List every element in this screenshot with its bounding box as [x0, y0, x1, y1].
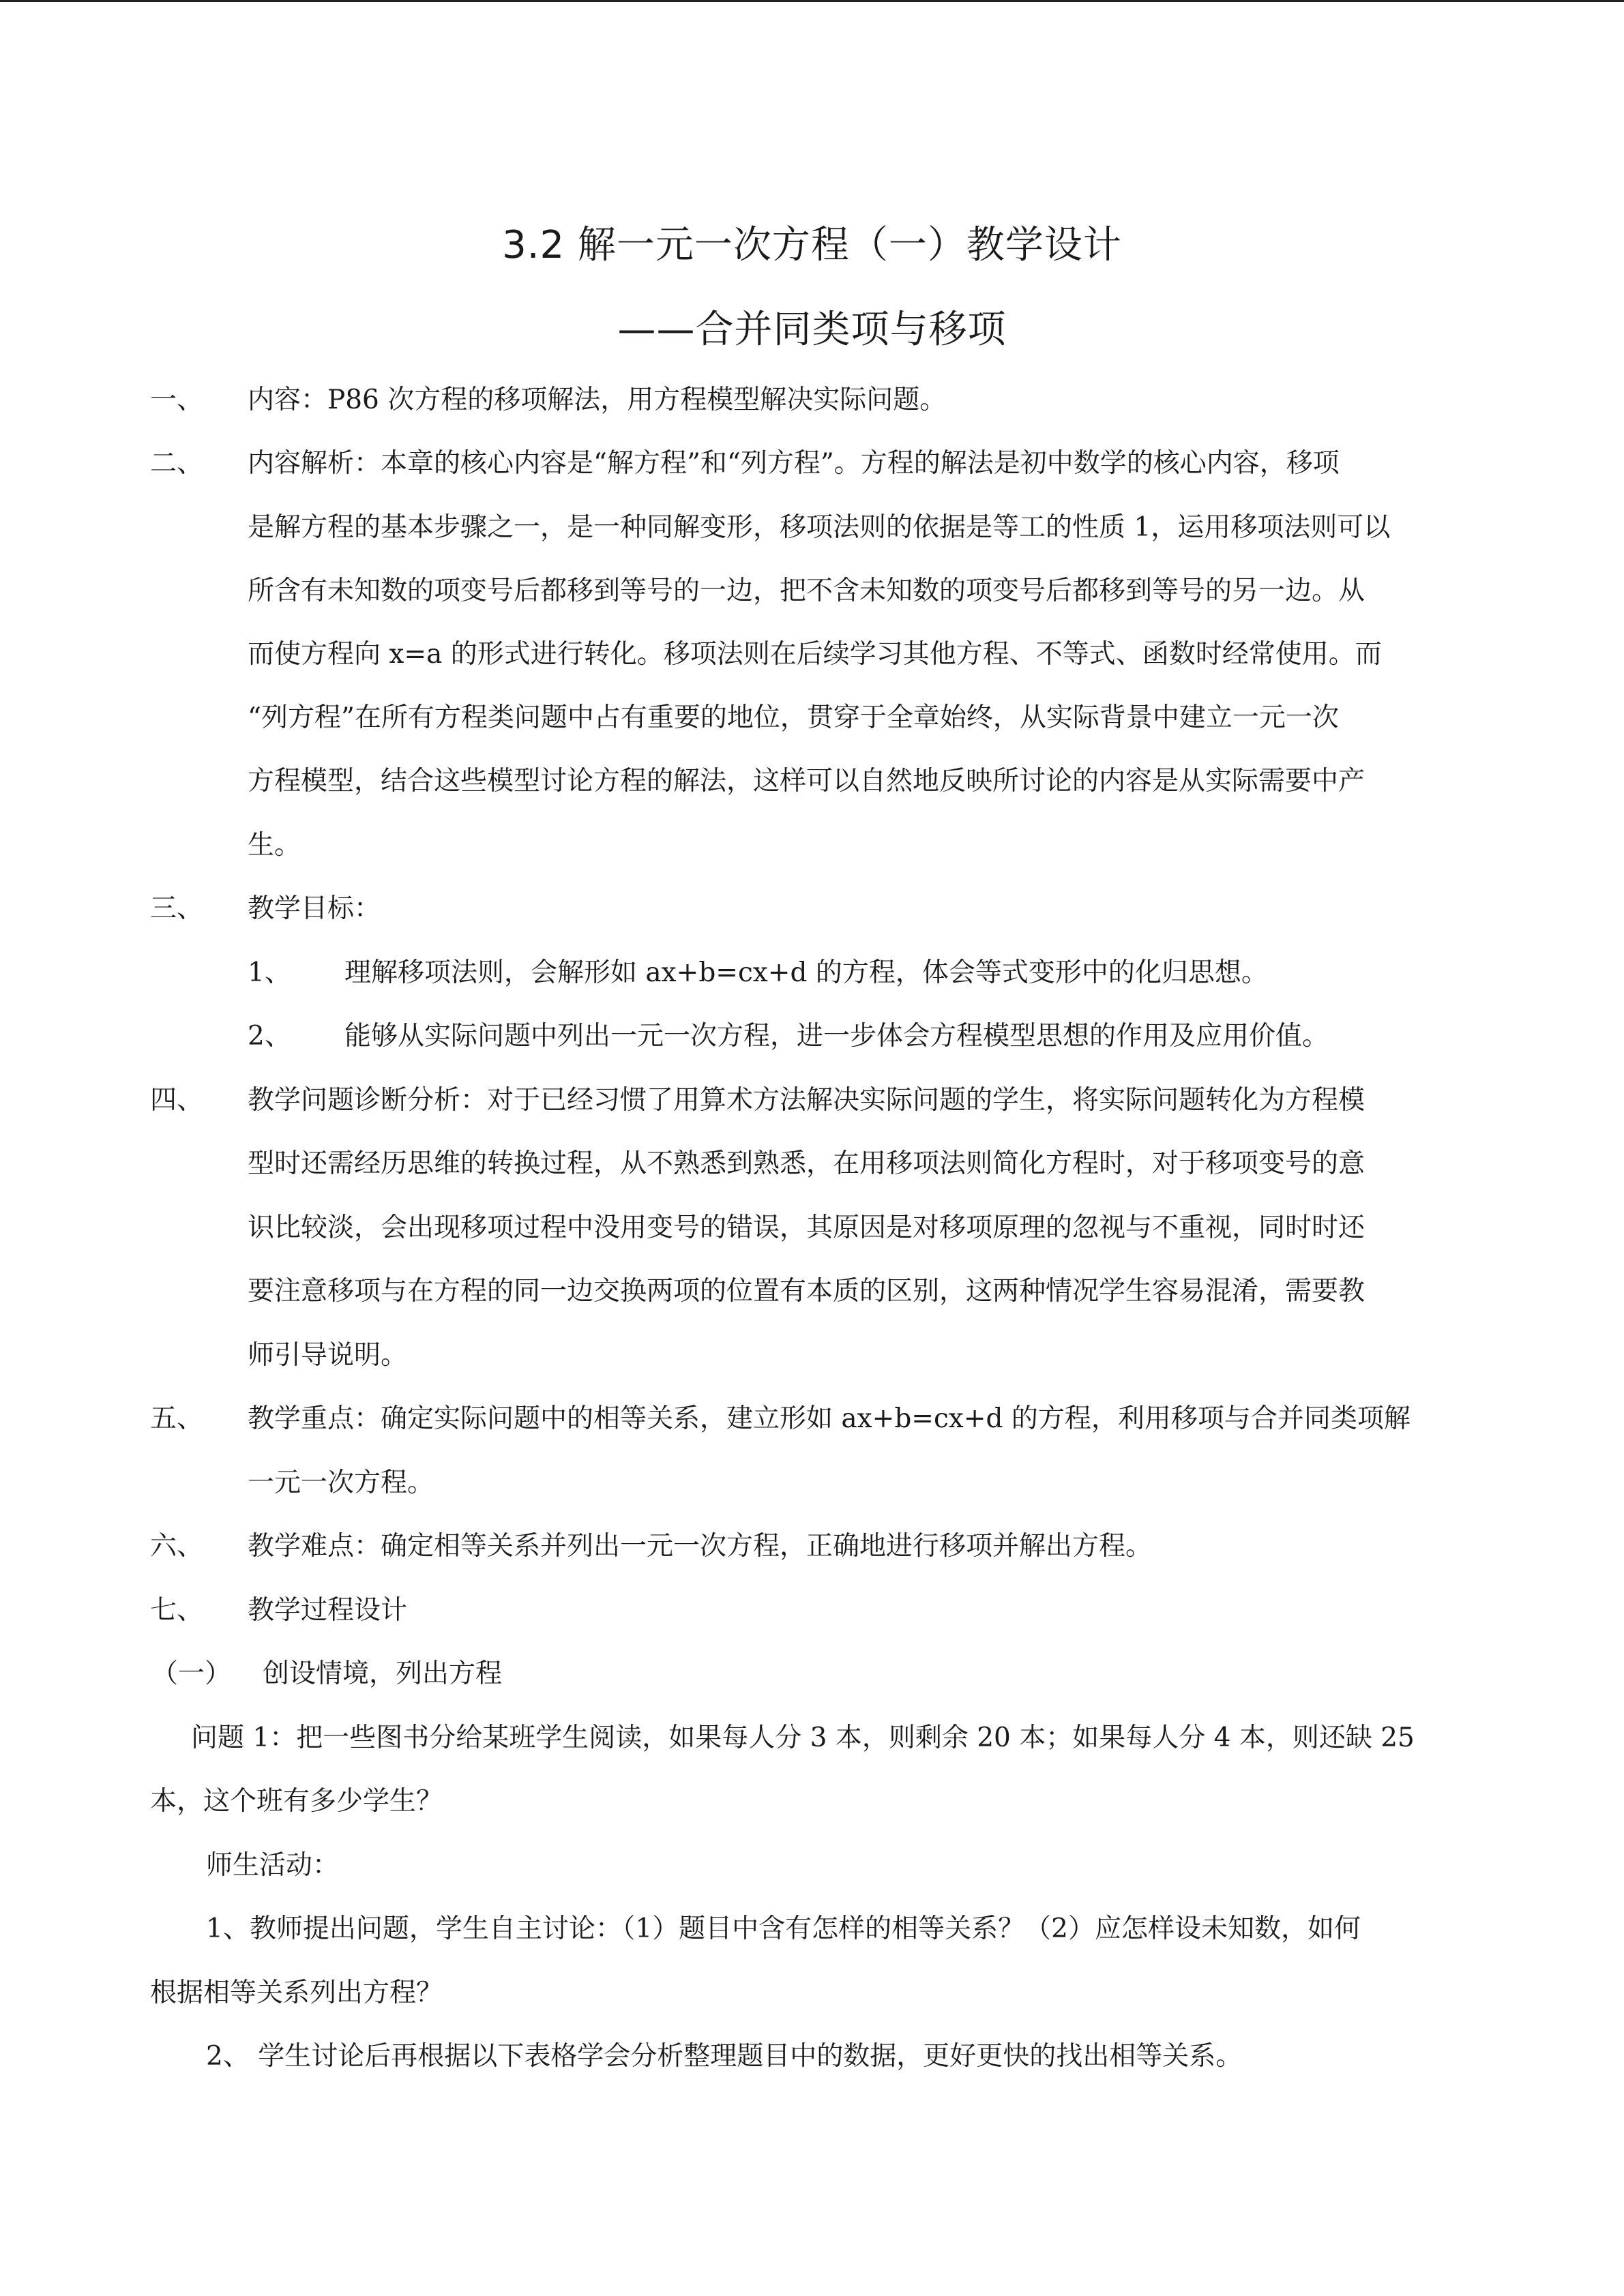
section-text: 方程模型，结合这些模型讨论方程的解法，这样可以自然地反映所讨论的内容是从实际需要中产 [248, 766, 1365, 796]
section-text: 而使方程向 x=a 的形式进行转化。移项法则在后续学习其他方程、不等式、函数时经常使用。而 [248, 639, 1382, 670]
section-text: 教学过程设计 [248, 1595, 408, 1626]
list-item-number: 2、 [248, 1021, 291, 1052]
activity-text: 1、教师提出问题，学生自主讨论：（1）题目中含有怎样的相等关系？（2）应怎样设未知数，如何 [206, 1913, 1361, 1944]
problem-text: 问题 1：把一些图书分给某班学生阅读，如果每人分 3 本，则剩余 20 本；如果每人分 4 本，则还缺 25 [191, 1723, 1415, 1753]
section-text: 型时还需经历思维的转换过程，从不熟悉到熟悉，在用移项法则简化方程时，对于移项变号的意 [248, 1148, 1365, 1179]
activity-text: 根据相等关系列出方程？ [150, 1978, 443, 2008]
problem-text: 本，这个班有多少学生？ [150, 1786, 443, 1817]
list-item-text: 理解移项法则，会解形如 ax+b=cx+d 的方程，体会等式变形中的化归思想。 [344, 957, 1268, 988]
list-item-text: 能够从实际问题中列出一元一次方程，进一步体会方程模型思想的作用及应用价值。 [344, 1021, 1329, 1052]
section-text: 是解方程的基本步骤之一，是一种同解变形，移项法则的依据是等工的性质 1，运用移项法则可以 [248, 512, 1391, 543]
section-number: 一、 [150, 385, 204, 415]
subsection-title: 创设情境，列出方程 [263, 1658, 503, 1689]
section-number: 二、 [150, 448, 204, 479]
section-text: 内容解析：本章的核心内容是“解方程”和“列方程”。方程的解法是初中数学的核心内容，移项 [248, 448, 1340, 479]
section-text: 教学重点：确定实际问题中的相等关系，建立形如 ax+b=cx+d 的方程，利用移项与合并同类项解 [248, 1403, 1411, 1434]
section-text: “列方程”在所有方程类问题中占有重要的地位，贯穿于全章始终，从实际背景中建立一元一次 [248, 702, 1339, 733]
document-subtitle: ——合并同类项与移项 [617, 308, 1007, 352]
section-text: 师引导说明。 [248, 1340, 408, 1371]
section-number: 四、 [150, 1085, 204, 1116]
section-number: 七、 [150, 1595, 204, 1626]
section-number: 六、 [150, 1531, 204, 1562]
section-text: 一元一次方程。 [248, 1467, 434, 1498]
activity-text: 2、 学生讨论后再根据以下表格学会分析整理题目中的数据，更好更快的找出相等关系。 [206, 2041, 1243, 2072]
activity-label: 师生活动： [206, 1850, 340, 1881]
list-item-number: 1、 [248, 957, 291, 988]
document-title: 3.2 解一元一次方程（一）教学设计 [502, 223, 1122, 267]
section-number: 三、 [150, 893, 204, 924]
section-text: 教学目标： [248, 893, 381, 924]
section-number: 五、 [150, 1403, 204, 1434]
section-text: 内容：P86 次方程的移项解法，用方程模型解决实际问题。 [248, 385, 947, 415]
section-text: 识比较淡，会出现移项过程中没用变号的错误，其原因是对移项原理的忽视与不重视，同时时还 [248, 1212, 1365, 1243]
section-text: 教学问题诊断分析：对于已经习惯了用算术方法解决实际问题的学生，将实际问题转化为方程模 [248, 1085, 1365, 1116]
section-text: 教学难点：确定相等关系并列出一元一次方程，正确地进行移项并解出方程。 [248, 1531, 1153, 1562]
section-text: 生。 [248, 830, 301, 861]
subsection-number: （一） [151, 1658, 232, 1689]
section-text: 所含有未知数的项变号后都移到等号的一边，把不含未知数的项变号后都移到等号的另一边。从 [248, 576, 1365, 606]
section-text: 要注意移项与在方程的同一边交换两项的位置有本质的区别，这两种情况学生容易混淆，需要教 [248, 1276, 1365, 1307]
